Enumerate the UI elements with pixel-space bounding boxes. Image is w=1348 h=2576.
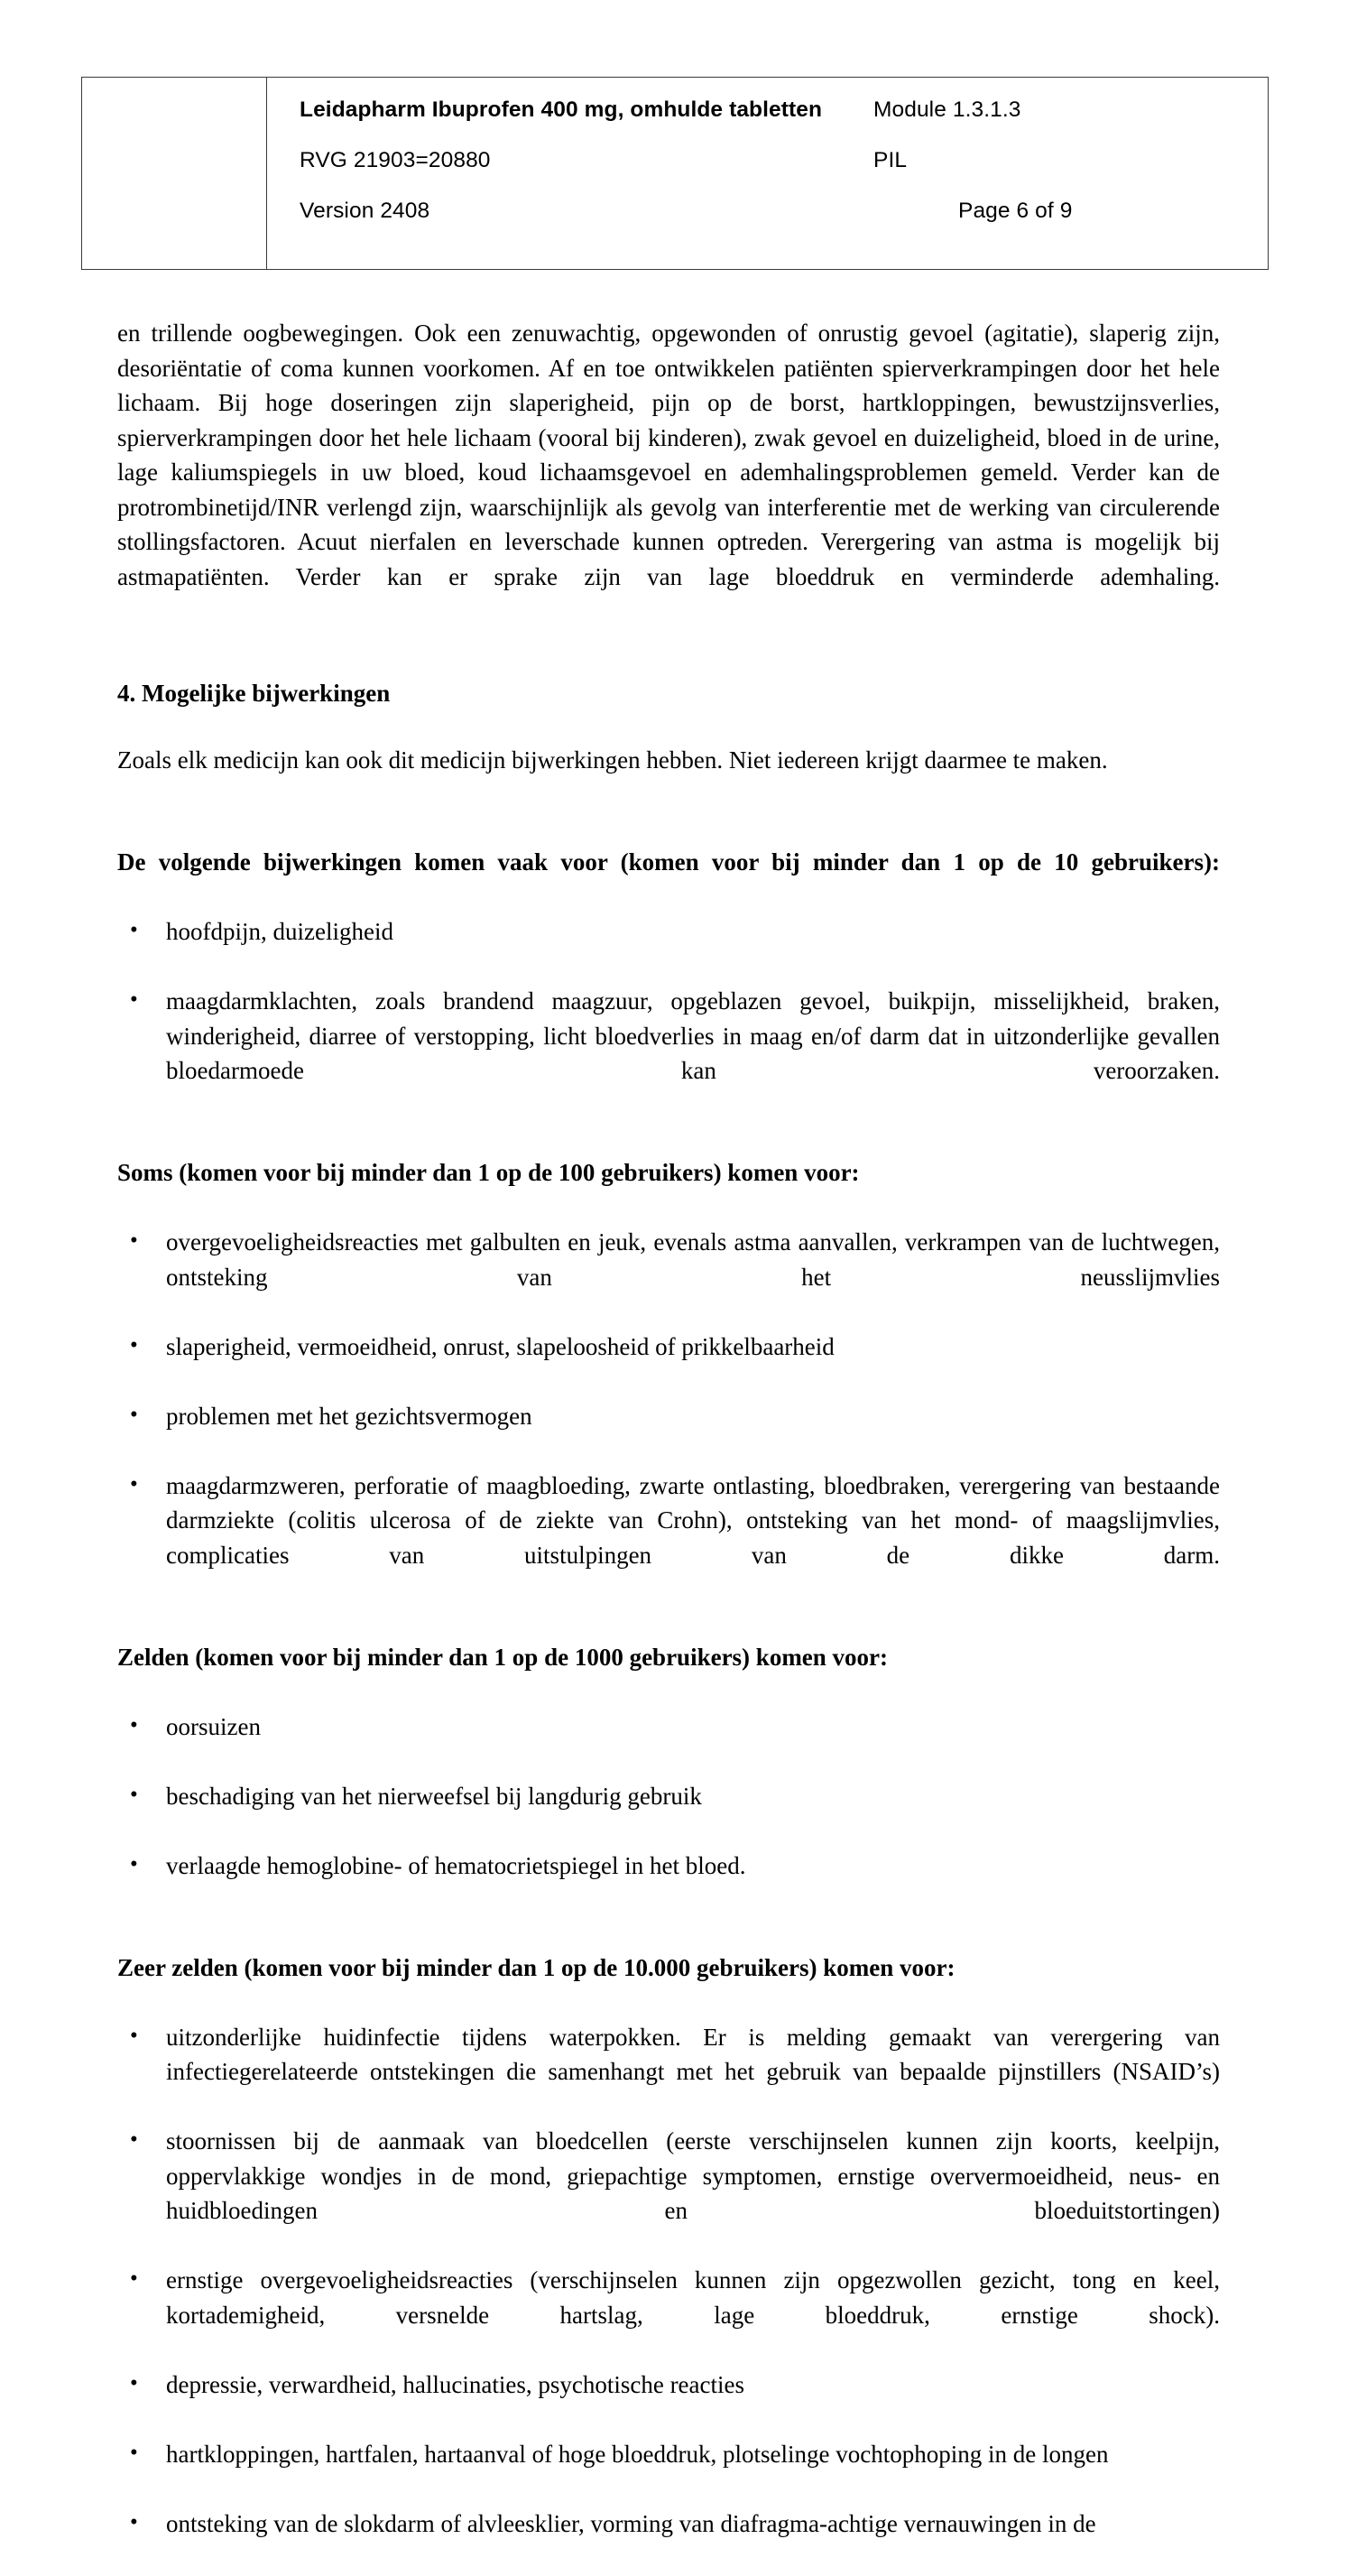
header-row-rvg [300, 148, 1244, 199]
list-item: • slaperigheid, vermoeidheid, onrust, slapeloosheid of prikkelbaarheid [117, 1330, 1220, 1399]
group-heading-zelden: Zelden (komen voor bij minder dan 1 op de 1000 gebruikers) komen voor: [117, 1643, 889, 1671]
list-item: • maagdarmzweren, perforatie of maagbloeding, zwarte ontlasting, bloedbraken, verergering van bestaande darmziekte (colitis ulcerosa of de ziekte van Crohn), ontsteking van het mond- of maagslijmvlies, complicaties van uitstulpingen van de dikke darm. [117, 1469, 1220, 1608]
section-heading-4: 4. Mogelijke bijwerkingen [117, 679, 391, 707]
list-item: • maagdarmklachten, zoals brandend maagzuur, opgeblazen gevoel, buikpijn, misselijkheid, braken, winderigheid, diarree of verstopping, licht bloedverlies in maag en/of darm dat in uitzonderlijke gevallen bloedarmoede kan veroorzaken. [117, 984, 1220, 1123]
header-rvg-number: RVG 21903=20880 [300, 148, 491, 172]
document-body [117, 316, 1220, 2576]
spacer [117, 1918, 1220, 1951]
header-row-title [300, 97, 1244, 148]
bullet-list-soms [117, 1225, 1220, 1608]
bullet-list-vaak [117, 914, 1220, 1123]
spacer [117, 1123, 1220, 1155]
spacer [117, 1608, 1220, 1640]
section-intro-paragraph: Zoals elk medicijn kan ook dit medicijn bijwerkingen hebben. Niet iedereen krijgt daarmee te maken. [117, 746, 1108, 774]
group-heading-vaak: De volgende bijwerkingen komen vaak voor (komen voor bij minder dan 1 op de 10 gebruikers): [117, 848, 1220, 876]
header-module-number: Module 1.3.1.3 [873, 97, 1021, 122]
list-item: • stoornissen bij de aanmaak van bloedcellen (eerste verschijnselen kunnen zijn koorts, keelpijn, oppervlakkige wondjes in de mond, griepachtige symptomen, ernstige oververmoeidheid, neus- en huidbloedingen en bloeduitstortingen) [117, 2124, 1220, 2263]
group-heading-zeer-zelden: Zeer zelden (komen voor bij minder dan 1 op de 10.000 gebruikers) komen voor: [117, 1953, 956, 1981]
bullet-list-zelden [117, 1710, 1220, 1918]
header-info-cell [267, 78, 1268, 269]
list-item: • ernstige overgevoeligheidsreacties (verschijnselen kunnen zijn opgezwollen gezicht, tong en keel, kortademigheid, versnelde hartslag, lage bloeddruk, ernstige shock). [117, 2263, 1220, 2368]
list-item: • hoofdpijn, duizeligheid [117, 914, 1220, 984]
group-heading-soms: Soms (komen voor bij minder dan 1 op de 100 gebruikers) komen voor: [117, 1159, 860, 1186]
list-item: • hartkloppingen, hartfalen, hartaanval of hoge bloeddruk, plotselinge vochtophoping in de longen [117, 2437, 1220, 2507]
list-item: • depressie, verwardheid, hallucinaties, psychotische reacties [117, 2368, 1220, 2437]
intro-paragraph: en trillende oogbewegingen. Ook een zenuwachtig, opgewonden of onrustig gevoel (agitatie), slaperig zijn, desoriëntatie of coma kunnen voorkomen. Af en toe ontwikkelen patiënten spierverkrampingen door het hele lichaam. Bij hoge doseringen zijn slaperigheid, pijn op de borst, hartkloppingen, bewustzijnsverlies, spierverkrampingen door het hele lichaam (vooral bij kinderen), zwak gevoel en duizeligheid, bloed in de urine, lage kaliumspiegels in uw bloed, koud lichaamsgevoel en ademhalingsproblemen gemeld. Verder kan de protrombinetijd/INR verlengd zijn, waarschijnlijk als gevolg van interferentie met de werking van circulerende stollingsfactoren. Acuut nierfalen en leverschade kunnen optreden. Verergering van astma is mogelijk bij astmapatiënten. Verder kan er sprake zijn van lage bloeddruk en verminderde ademhaling. [117, 320, 1220, 590]
list-item: • verlaagde hemoglobine- of hematocrietspiegel in het bloed. [117, 1849, 1220, 1918]
spacer [117, 629, 1220, 676]
list-item: • problemen met het gezichtsvermogen [117, 1399, 1220, 1469]
header-logo-cell [82, 78, 267, 269]
header-document-type: PIL [873, 148, 908, 172]
header-row-version [300, 199, 1244, 249]
list-item: • beschadiging van het nierweefsel bij langdurig gebruik [117, 1779, 1220, 1849]
list-item: • uitzonderlijke huidinfectie tijdens waterpokken. Er is melding gemaakt van verergering van infectiegerelateerde ontstekingen die samenhangt met het gebruik van bepaalde pijnstillers (NSAID’s) [117, 2020, 1220, 2125]
list-item: • ontsteking van de slokdarm of alvleesklier, vorming van diafragma-achtige vernauwingen in de [117, 2507, 1220, 2576]
spacer [117, 710, 1220, 743]
list-item: • overgevoeligheidsreacties met galbulten en jeuk, evenals astma aanvallen, verkrampen van de luchtwegen, ontsteking van het neusslijmvlies [117, 1225, 1220, 1330]
list-item: • oorsuizen [117, 1710, 1220, 1779]
header-product-name: Leidapharm Ibuprofen 400 mg, omhulde tabletten [300, 97, 823, 122]
spacer [117, 812, 1220, 845]
bullet-list-zeer-zelden [117, 2020, 1220, 2576]
header-version: Version 2408 [300, 199, 430, 223]
header-page-number: Page 6 of 9 [958, 199, 1073, 223]
document-header-table [81, 77, 1269, 270]
